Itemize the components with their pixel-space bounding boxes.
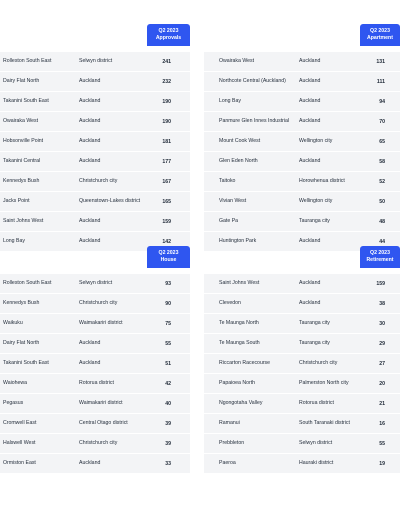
suburb-cell: Vivian West bbox=[219, 198, 247, 205]
value-cell: 190 bbox=[162, 118, 171, 125]
table-row bbox=[204, 132, 400, 152]
district-cell: Waimakariri district bbox=[79, 400, 123, 407]
table-row bbox=[0, 132, 190, 152]
house-table bbox=[0, 250, 190, 474]
district-cell: Christchurch city bbox=[79, 440, 118, 447]
district-cell: Auckland bbox=[79, 340, 101, 347]
value-cell: 55 bbox=[379, 440, 385, 447]
value-cell: 94 bbox=[379, 98, 385, 105]
district-cell: Auckland bbox=[299, 300, 321, 307]
district-cell: Rotorua district bbox=[299, 400, 334, 407]
suburb-cell: Cromwell East bbox=[3, 420, 37, 427]
value-cell: 16 bbox=[379, 420, 385, 427]
suburb-cell: Takanini South East bbox=[3, 98, 49, 105]
suburb-cell: Taitoko bbox=[219, 178, 236, 185]
value-cell: 58 bbox=[379, 158, 385, 165]
table-row bbox=[204, 454, 400, 474]
district-cell: Auckland bbox=[299, 78, 321, 85]
suburb-cell: Long Bay bbox=[3, 238, 25, 245]
suburb-cell: Gate Pa bbox=[219, 218, 239, 225]
suburb-cell: Ramanui bbox=[219, 420, 240, 427]
suburb-cell: Halswell West bbox=[3, 440, 36, 447]
district-cell: Auckland bbox=[299, 280, 321, 287]
table-row bbox=[204, 414, 400, 434]
table-row bbox=[204, 374, 400, 394]
suburb-cell: Owairaka West bbox=[3, 118, 39, 125]
suburb-cell: Jacks Point bbox=[3, 198, 30, 205]
value-cell: 165 bbox=[162, 198, 171, 205]
district-cell: Tauranga city bbox=[299, 320, 330, 327]
table-row bbox=[0, 454, 190, 474]
table-row bbox=[204, 92, 400, 112]
district-cell: Auckland bbox=[299, 118, 321, 125]
value-cell: 42 bbox=[165, 380, 171, 387]
district-cell: Auckland bbox=[299, 238, 321, 245]
value-cell: 51 bbox=[165, 360, 171, 367]
table-row bbox=[204, 434, 400, 454]
district-cell: Auckland bbox=[79, 98, 101, 105]
value-cell: 39 bbox=[165, 440, 171, 447]
table-row bbox=[0, 112, 190, 132]
value-cell: 93 bbox=[165, 280, 171, 287]
suburb-cell: Huntington Park bbox=[219, 238, 257, 245]
district-cell: Wellington city bbox=[299, 138, 333, 145]
table-row bbox=[0, 394, 190, 414]
value-cell: 19 bbox=[379, 460, 385, 467]
table-row bbox=[0, 52, 190, 72]
district-cell: Auckland bbox=[299, 58, 321, 65]
district-cell: Christchurch city bbox=[79, 300, 118, 307]
table-row bbox=[0, 354, 190, 374]
table-header bbox=[147, 24, 190, 46]
district-cell: Selwyn district bbox=[79, 58, 113, 65]
apartment-table bbox=[204, 28, 400, 252]
value-cell: 131 bbox=[376, 58, 385, 65]
table-row bbox=[0, 314, 190, 334]
table-row bbox=[0, 92, 190, 112]
value-cell: 33 bbox=[165, 460, 171, 467]
table-row bbox=[204, 172, 400, 192]
table-row bbox=[204, 52, 400, 72]
value-cell: 190 bbox=[162, 98, 171, 105]
suburb-cell: Mount Cook West bbox=[219, 138, 261, 145]
value-cell: 159 bbox=[162, 218, 171, 225]
value-cell: 38 bbox=[379, 300, 385, 307]
value-cell: 90 bbox=[165, 300, 171, 307]
suburb-cell: Pegasus bbox=[3, 400, 24, 407]
suburb-cell: Dairy Flat North bbox=[3, 340, 40, 347]
value-cell: 39 bbox=[165, 420, 171, 427]
suburb-cell: Rolleston South East bbox=[3, 58, 52, 65]
district-cell: Central Otago district bbox=[79, 420, 128, 427]
district-cell: Horowhenua district bbox=[299, 178, 345, 185]
table-row bbox=[0, 294, 190, 314]
table-row bbox=[204, 152, 400, 172]
table-row bbox=[204, 274, 400, 294]
district-cell: Wellington city bbox=[299, 198, 333, 205]
suburb-cell: Owairaka West bbox=[219, 58, 255, 65]
district-cell: Hauraki district bbox=[299, 460, 334, 467]
retirement-table bbox=[204, 250, 400, 474]
table-row bbox=[0, 172, 190, 192]
suburb-cell: Ngongotaha Valley bbox=[219, 400, 263, 407]
district-cell: Auckland bbox=[79, 138, 101, 145]
district-cell: Auckland bbox=[299, 98, 321, 105]
value-cell: 50 bbox=[379, 198, 385, 205]
suburb-cell: Prebbleton bbox=[219, 440, 245, 447]
value-cell: 142 bbox=[162, 238, 171, 245]
suburb-cell: Takanini South East bbox=[3, 360, 49, 367]
value-cell: 181 bbox=[162, 138, 171, 145]
district-cell: Auckland bbox=[79, 360, 101, 367]
table-row bbox=[204, 192, 400, 212]
suburb-cell: Riccarton Racecourse bbox=[219, 360, 271, 367]
value-cell: 232 bbox=[162, 78, 171, 85]
district-cell: Auckland bbox=[79, 460, 101, 467]
value-cell: 167 bbox=[162, 178, 171, 185]
table-row bbox=[204, 314, 400, 334]
suburb-cell: Te Maunga North bbox=[219, 320, 259, 327]
suburb-cell: Northcote Central (Auckland) bbox=[219, 78, 286, 85]
district-cell: Auckland bbox=[79, 118, 101, 125]
suburb-cell: Paeroa bbox=[219, 460, 236, 467]
approvals-table bbox=[0, 28, 190, 252]
table-row bbox=[204, 212, 400, 232]
table-header bbox=[147, 246, 190, 268]
header-label: Q2 2023 House bbox=[158, 250, 179, 263]
header-label: Q2 2023 Approvals bbox=[155, 28, 182, 41]
header-label: Q2 2023 Retirement bbox=[366, 250, 394, 263]
value-cell: 30 bbox=[379, 320, 385, 327]
value-cell: 159 bbox=[376, 280, 385, 287]
value-cell: 241 bbox=[162, 58, 171, 65]
district-cell: Palmerston North city bbox=[299, 380, 349, 387]
table-row bbox=[0, 414, 190, 434]
value-cell: 65 bbox=[379, 138, 385, 145]
district-cell: Tauranga city bbox=[299, 218, 330, 225]
table-header bbox=[360, 24, 400, 46]
table-row bbox=[0, 434, 190, 454]
district-cell: Auckland bbox=[79, 218, 101, 225]
district-cell: Christchurch city bbox=[79, 178, 118, 185]
table-row bbox=[204, 294, 400, 314]
suburb-cell: Glen Eden North bbox=[219, 158, 258, 165]
district-cell: South Taranaki district bbox=[299, 420, 350, 427]
suburb-cell: Te Maunga South bbox=[219, 340, 260, 347]
suburb-cell: Panmure Glen Innes Industrial bbox=[219, 118, 290, 125]
value-cell: 48 bbox=[379, 218, 385, 225]
district-cell: Auckland bbox=[79, 158, 101, 165]
suburb-cell: Ormiston East bbox=[3, 460, 36, 467]
district-cell: Selwyn district bbox=[79, 280, 113, 287]
header-label: Q2 2023 Apartment bbox=[367, 28, 393, 41]
table-row bbox=[0, 72, 190, 92]
table-row bbox=[0, 192, 190, 212]
value-cell: 29 bbox=[379, 340, 385, 347]
district-cell: Auckland bbox=[79, 78, 101, 85]
table-row bbox=[0, 374, 190, 394]
value-cell: 21 bbox=[379, 400, 385, 407]
suburb-cell: Saint Johns West bbox=[219, 280, 260, 287]
district-cell: Tauranga city bbox=[299, 340, 330, 347]
suburb-cell: Saint Johns West bbox=[3, 218, 44, 225]
table-row bbox=[0, 212, 190, 232]
value-cell: 20 bbox=[379, 380, 385, 387]
suburb-cell: Clevedon bbox=[219, 300, 241, 307]
district-cell: Queenstown-Lakes district bbox=[79, 198, 141, 205]
district-cell: Auckland bbox=[79, 238, 101, 245]
district-cell: Selwyn district bbox=[299, 440, 333, 447]
suburb-cell: Hobsonville Point bbox=[3, 138, 44, 145]
value-cell: 27 bbox=[379, 360, 385, 367]
table-row bbox=[204, 354, 400, 374]
value-cell: 111 bbox=[376, 78, 385, 85]
suburb-cell: Waikuku bbox=[3, 320, 23, 327]
value-cell: 40 bbox=[165, 400, 171, 407]
table-row bbox=[204, 394, 400, 414]
value-cell: 177 bbox=[162, 158, 171, 165]
suburb-cell: Kennedys Bush bbox=[3, 178, 40, 185]
value-cell: 44 bbox=[379, 238, 385, 245]
table-header bbox=[360, 246, 400, 268]
suburb-cell: Rolleston South East bbox=[3, 280, 52, 287]
district-cell: Auckland bbox=[299, 158, 321, 165]
table-row bbox=[0, 274, 190, 294]
table-row bbox=[0, 334, 190, 354]
district-cell: Christchurch city bbox=[299, 360, 338, 367]
value-cell: 70 bbox=[379, 118, 385, 125]
table-row bbox=[204, 334, 400, 354]
value-cell: 75 bbox=[165, 320, 171, 327]
table-row bbox=[0, 152, 190, 172]
value-cell: 52 bbox=[379, 178, 385, 185]
table-row bbox=[204, 72, 400, 92]
suburb-cell: Long Bay bbox=[219, 98, 241, 105]
district-cell: Rotorua district bbox=[79, 380, 114, 387]
suburb-cell: Papaioea North bbox=[219, 380, 256, 387]
suburb-cell: Dairy Flat North bbox=[3, 78, 40, 85]
suburb-cell: Waiohewa bbox=[3, 380, 28, 387]
value-cell: 55 bbox=[165, 340, 171, 347]
table-row bbox=[204, 112, 400, 132]
district-cell: Waimakariri district bbox=[79, 320, 123, 327]
suburb-cell: Kennedys Bush bbox=[3, 300, 40, 307]
suburb-cell: Takanini Central bbox=[3, 158, 41, 165]
